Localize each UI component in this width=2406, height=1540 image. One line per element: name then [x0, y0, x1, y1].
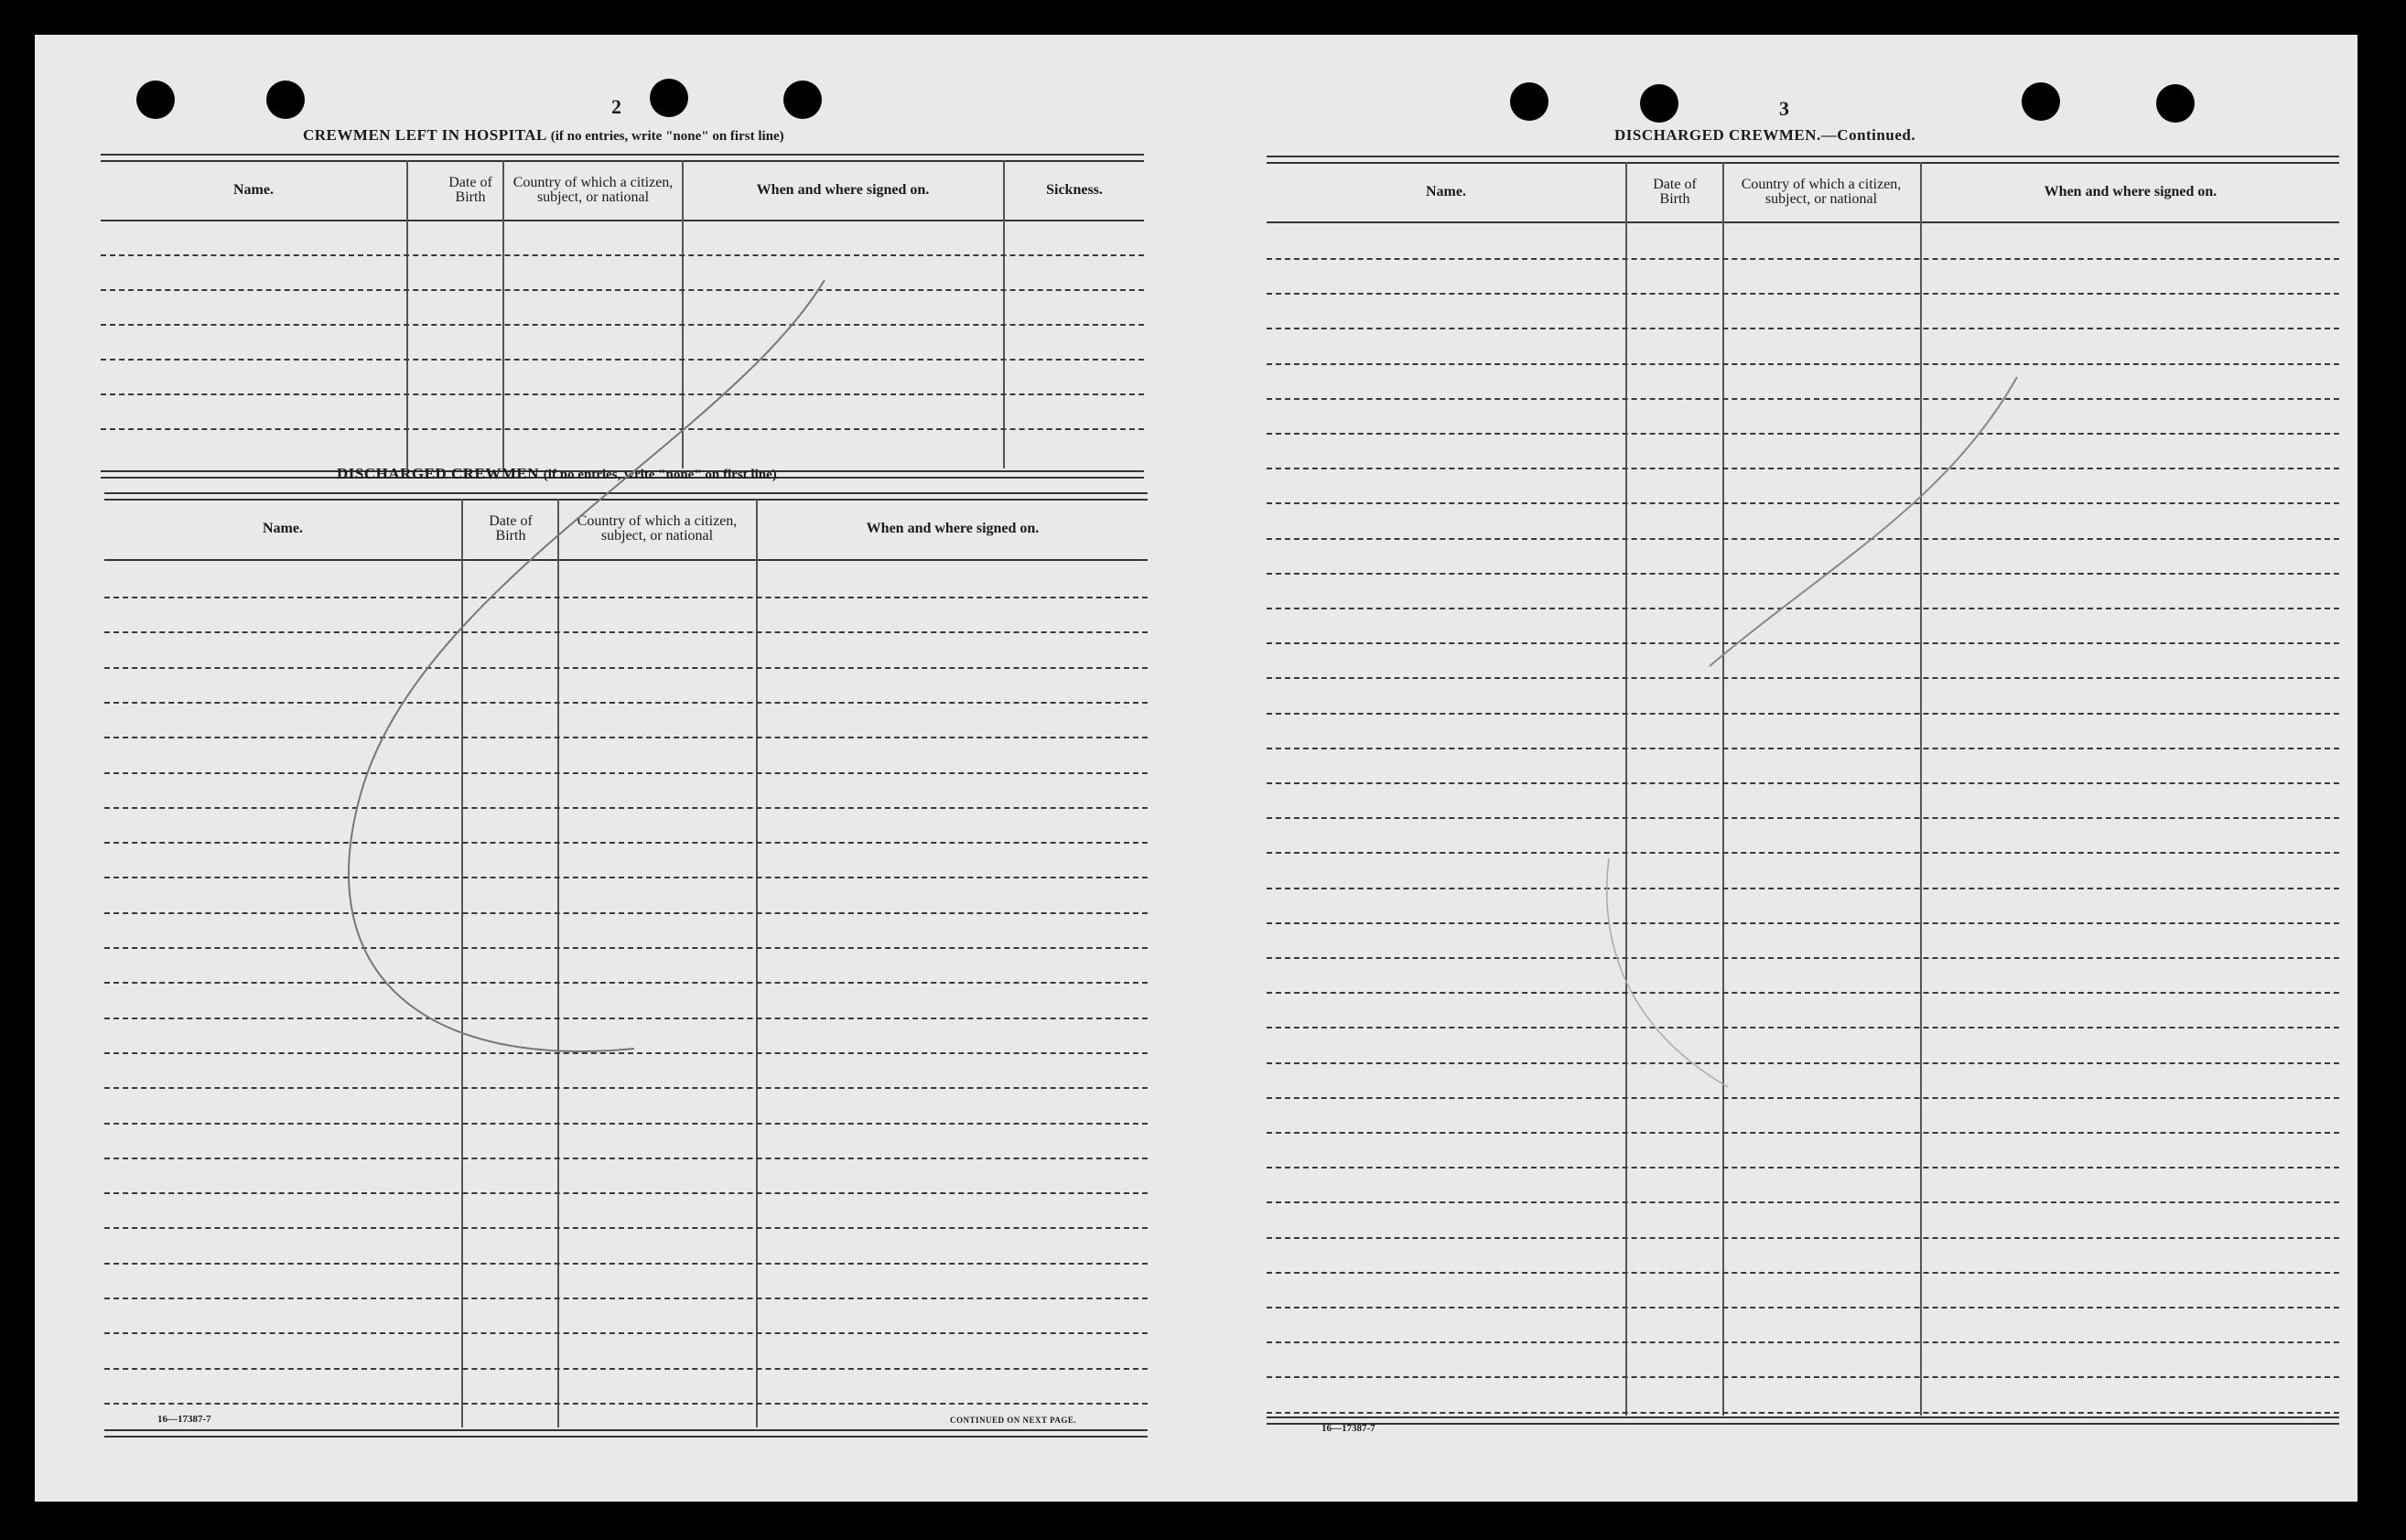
form-number-left: 16—17387-7	[157, 1414, 211, 1425]
col-header-name: Name.	[233, 181, 274, 198]
col-header-signed-on: When and where signed on.	[756, 181, 930, 198]
page-number-right: 3	[1779, 97, 1789, 120]
col-header-date-of-birth: Date of Birth	[489, 513, 533, 544]
col-header-country: Country of which a citizen, subject, or national	[577, 513, 738, 544]
col-header-country: Country of which a citizen, subject, or national	[1741, 176, 1902, 207]
form-number-right: 16—17387-7	[1322, 1423, 1376, 1434]
col-header-name: Name.	[1426, 183, 1466, 199]
col-header-signed-on: When and where signed on.	[866, 521, 1040, 536]
pencil-curve-left	[349, 280, 825, 1051]
discharged-section-title: DISCHARGED CREWMEN (if no entries, write "none" on first line)	[337, 465, 777, 482]
col-header-sickness: Sickness.	[1046, 181, 1103, 198]
col-header-country: Country of which a citizen, subject, or national	[512, 174, 674, 205]
discharged-continued-title: DISCHARGED CREWMEN.—Continued.	[1614, 126, 1916, 144]
col-header-date-of-birth: Date of Birth	[1653, 176, 1697, 207]
hospital-section-title: CREWMEN LEFT IN HOSPITAL (if no entries, write "none" on first line)	[303, 126, 784, 144]
col-header-signed-on: When and where signed on.	[2044, 183, 2217, 199]
pencil-cancel-marks	[35, 35, 2357, 1502]
col-header-date-of-birth: Date of Birth	[448, 174, 492, 205]
pencil-curve-right-lower	[1607, 858, 1728, 1087]
page-number-left: 2	[611, 95, 621, 118]
pencil-curve-right	[1710, 377, 2017, 666]
document-sheet	[35, 35, 2357, 1502]
col-header-name: Name.	[263, 521, 303, 536]
continued-next-page: CONTINUED ON NEXT PAGE.	[950, 1416, 1077, 1425]
